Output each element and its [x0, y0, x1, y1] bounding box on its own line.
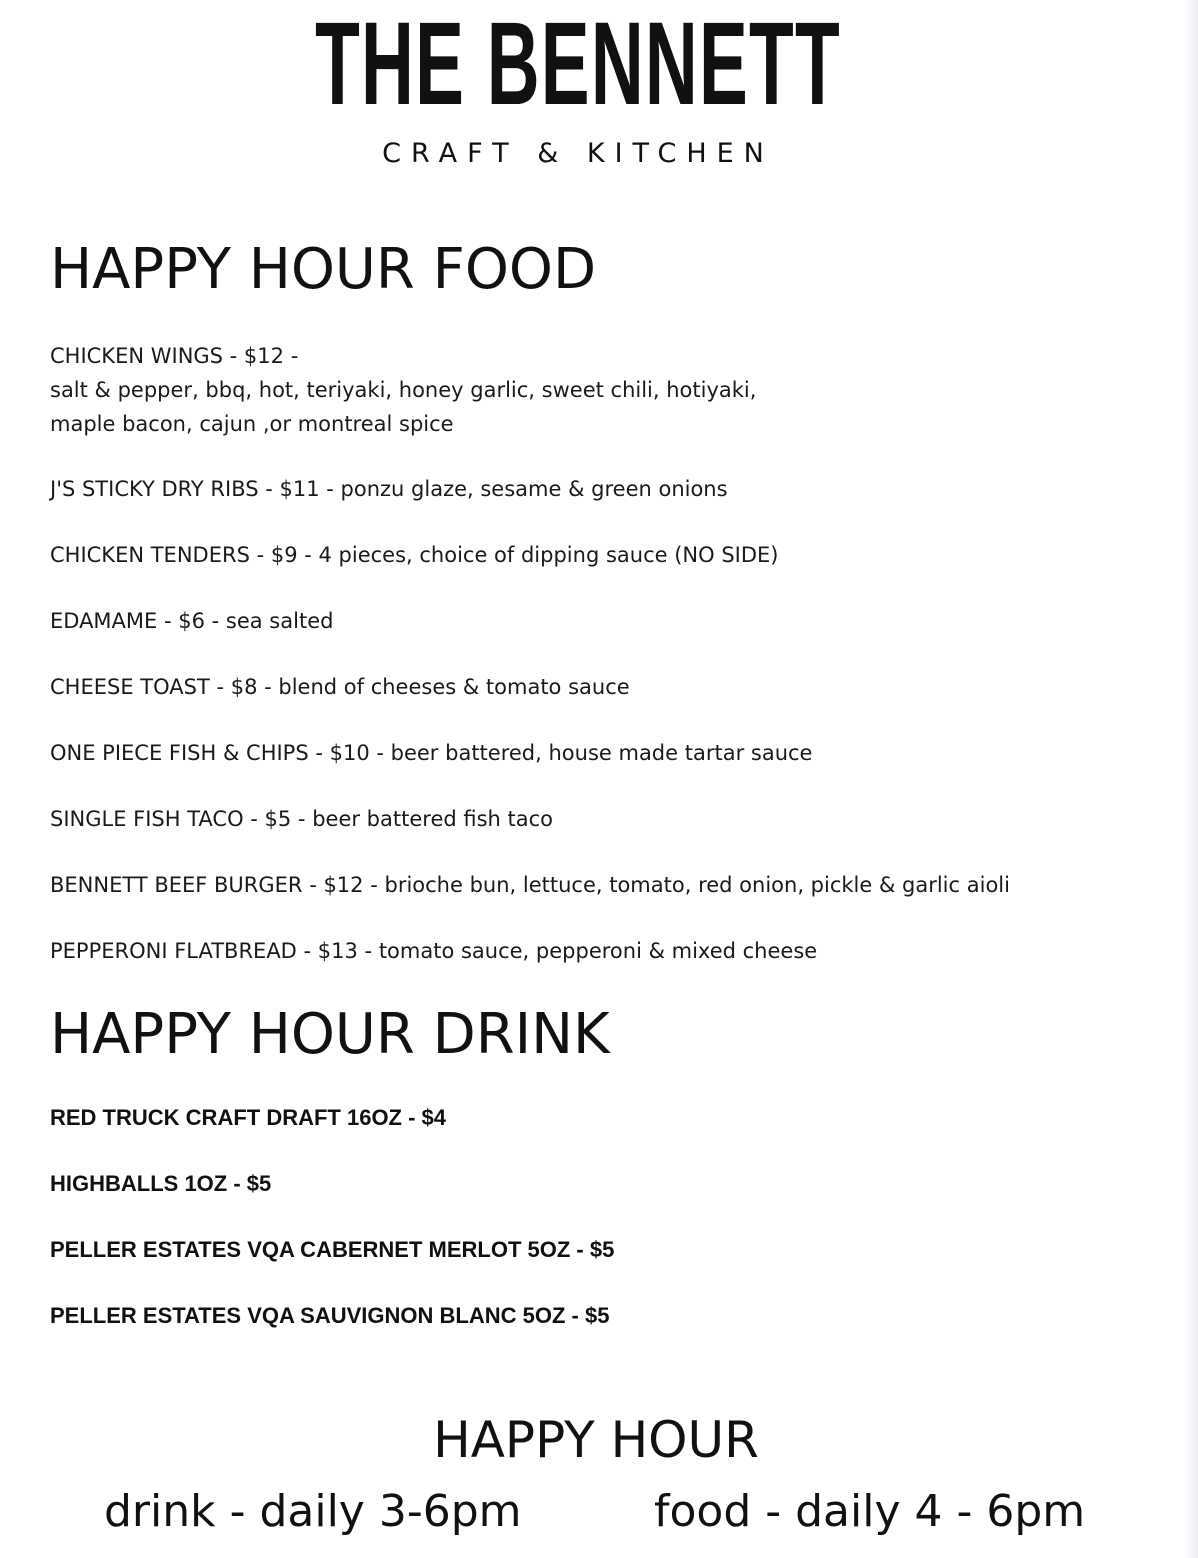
food-hours: food - daily 4 - 6pm [654, 1486, 1086, 1537]
menu-item-title: CHICKEN TENDERS - $9 - [50, 543, 312, 567]
menu-item-chicken-tenders [50, 538, 778, 572]
menu-item-description: 4 pieces, choice of dipping sauce (NO SIDE) [318, 543, 779, 567]
menu-item-dry-ribs [50, 472, 728, 506]
food-section-heading: HAPPY HOUR FOOD [50, 237, 597, 302]
restaurant-tagline: CRAFT & KITCHEN [382, 138, 774, 169]
menu-item-description: beer battered, house made tartar sauce [390, 741, 813, 765]
drink-section-heading: HAPPY HOUR DRINK [50, 1002, 610, 1067]
menu-item-description: sea salted [225, 609, 334, 633]
drink-item-highballs: HIGHBALLS 1OZ - $5 [50, 1171, 272, 1196]
menu-item-title: CHEESE TOAST - $8 - [50, 675, 272, 699]
menu-item-fish-taco [50, 802, 553, 836]
menu-item-title: EDAMAME - $6 - [50, 609, 220, 633]
menu-item-chicken-wings [50, 339, 756, 441]
menu-item-title: SINGLE FISH TACO - $5 - [50, 807, 306, 831]
menu-item-fish-and-chips [50, 736, 812, 770]
menu-item-title: CHICKEN WINGS - $12 - [50, 344, 299, 368]
menu-item-title: J'S STICKY DRY RIBS - $11 - [50, 477, 334, 501]
menu-item-edamame [50, 604, 333, 638]
menu-item-description-line: salt & pepper, bbq, hot, teriyaki, honey garlic, sweet chili, hotiyaki, [50, 378, 757, 402]
menu-item-title: PEPPERONI FLATBREAD - $13 - [50, 939, 373, 963]
drink-hours: drink - daily 3-6pm [104, 1486, 522, 1537]
menu-item-title: BENNETT BEEF BURGER - $12 - [50, 873, 378, 897]
drink-item-red-truck: RED TRUCK CRAFT DRAFT 16OZ - $4 [50, 1105, 447, 1130]
menu-item-cheese-toast [50, 670, 630, 704]
menu-item-title: ONE PIECE FISH & CHIPS - $10 - [50, 741, 384, 765]
restaurant-logo-name: THE BENNETT [315, 0, 841, 130]
drink-item-cabernet-merlot: PELLER ESTATES VQA CABERNET MERLOT 5OZ - $5 [50, 1237, 615, 1262]
menu-item-description: ponzu glaze, sesame & green onions [340, 477, 728, 501]
menu-item-description-line: maple bacon, cajun ,or montreal spice [50, 412, 454, 436]
menu-item-description: tomato sauce, pepperoni & mixed cheese [378, 939, 818, 963]
page-edge-shadow [1184, 0, 1198, 1558]
menu-item-pepperoni-flatbread [50, 934, 817, 968]
menu-item-description: blend of cheeses & tomato sauce [278, 675, 630, 699]
drink-item-sauvignon-blanc: PELLER ESTATES VQA SAUVIGNON BLANC 5OZ - $5 [50, 1303, 610, 1328]
menu-item-description: beer battered fish taco [312, 807, 554, 831]
menu-item-description: brioche bun, lettuce, tomato, red onion, pickle & garlic aioli [384, 873, 1010, 897]
happy-hour-title: HAPPY HOUR [433, 1411, 759, 1469]
menu-item-beef-burger [50, 868, 1010, 902]
